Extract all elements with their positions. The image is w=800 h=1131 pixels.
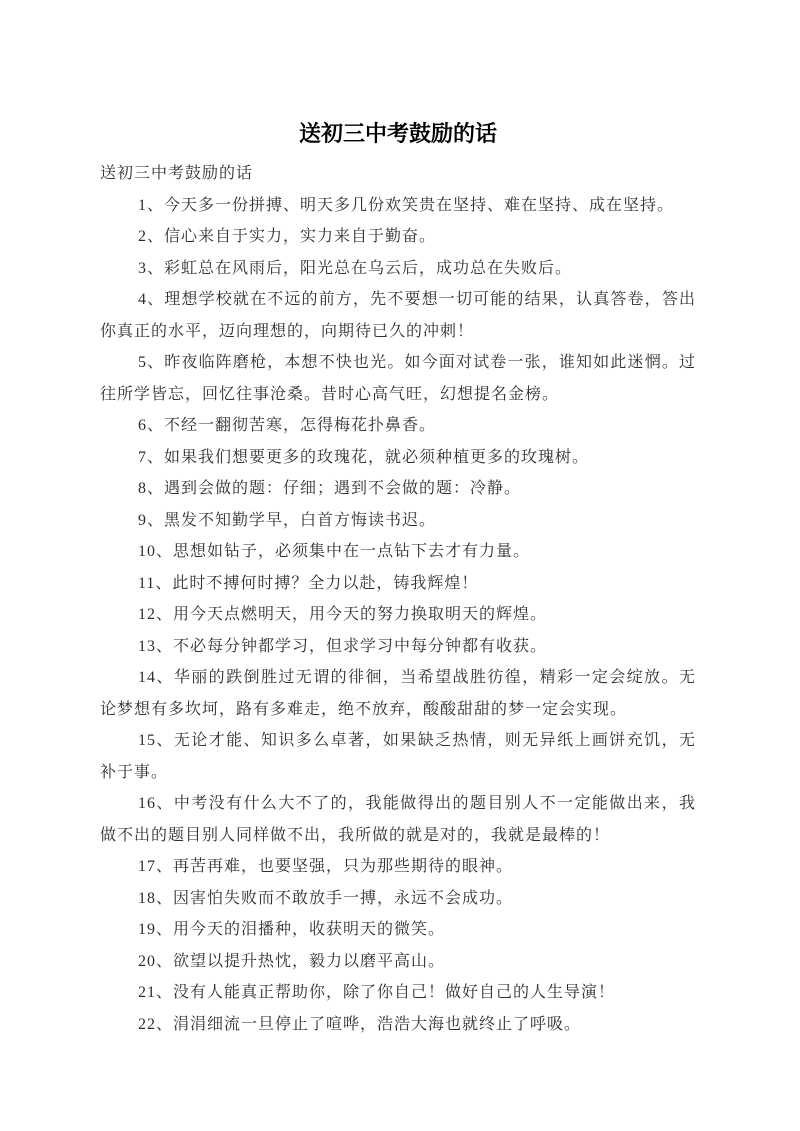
encouragement-list bbox=[100, 190, 696, 1041]
list-item: 4、理想学校就在不远的前方，先不要想一切可能的结果，认真答卷，答出你真正的水平，迈向理想的，向期待已久的冲刺！ bbox=[100, 291, 696, 340]
list-item: 17、再苦再难，也要坚强，只为那些期待的眼神。 bbox=[138, 858, 514, 875]
list-item: 2、信心来自于实力，实力来自于勤奋。 bbox=[138, 228, 437, 245]
list-item: 8、遇到会做的题：仔细；遇到不会做的题：冷静。 bbox=[138, 480, 522, 497]
list-item: 18、因害怕失败而不敢放手一搏，永远不会成功。 bbox=[138, 889, 514, 907]
list-item: 5、昨夜临阵磨枪，本想不快也光。如今面对试卷一张，谁知如此迷惘。过往所学皆忘，回忆往事沧桑。昔时心高气旺，幻想提名金榜。 bbox=[100, 354, 696, 403]
list-item: 10、思想如钻子，必须集中在一点钻下去才有力量。 bbox=[138, 543, 531, 560]
list-item: 14、华丽的跌倒胜过无谓的徘徊，当希望战胜彷徨，精彩一定会绽放。无论梦想有多坎坷，路有多难走，绝不放弃，酸酸甜甜的梦一定会实现。 bbox=[100, 669, 696, 718]
list-item: 15、无论才能、知识多么卓著，如果缺乏热情，则无异纸上画饼充饥，无补于事。 bbox=[100, 732, 696, 781]
list-item: 12、用今天点燃明天，用今天的努力换取明天的辉煌。 bbox=[138, 606, 548, 623]
intro-line: 送初三中考鼓励的话 bbox=[100, 165, 254, 182]
list-item: 1、今天多一份拼搏、明天多几份欢笑贵在坚持、难在坚持、成在坚持。 bbox=[138, 196, 675, 214]
list-item: 7、如果我们想要更多的玫瑰花，就必须种植更多的玫瑰树。 bbox=[138, 448, 590, 466]
page-title: 送初三中考鼓励的话 bbox=[298, 121, 497, 146]
list-item: 19、用今天的泪播种，收获明天的微笑。 bbox=[138, 921, 446, 938]
list-item: 9、黑发不知勤学早，白首方悔读书迟。 bbox=[138, 511, 437, 529]
list-item: 20、欲望以提升热忱，毅力以磨平高山。 bbox=[138, 952, 446, 970]
list-item: 22、涓涓细流一旦停止了喧哗，浩浩大海也就终止了呼吸。 bbox=[138, 1015, 582, 1033]
list-item: 3、彩虹总在风雨后，阳光总在乌云后，成功总在失败后。 bbox=[138, 259, 573, 277]
list-item: 13、不必每分钟都学习，但求学习中每分钟都有收获。 bbox=[138, 637, 548, 655]
list-item: 6、不经一翻彻苦寒，怎得梅花扑鼻香。 bbox=[138, 417, 437, 434]
list-item: 11、此时不搏何时搏？全力以赴，铸我辉煌！ bbox=[138, 574, 479, 592]
list-item: 21、没有人能真正帮助你，除了你自己！做好自己的人生导演！ bbox=[138, 984, 616, 1001]
list-item: 16、中考没有什么大不了的，我能做得出的题目别人不一定能做出来，我做不出的题目别人同样做不出，我所做的就是对的，我就是最棒的！ bbox=[100, 795, 696, 844]
